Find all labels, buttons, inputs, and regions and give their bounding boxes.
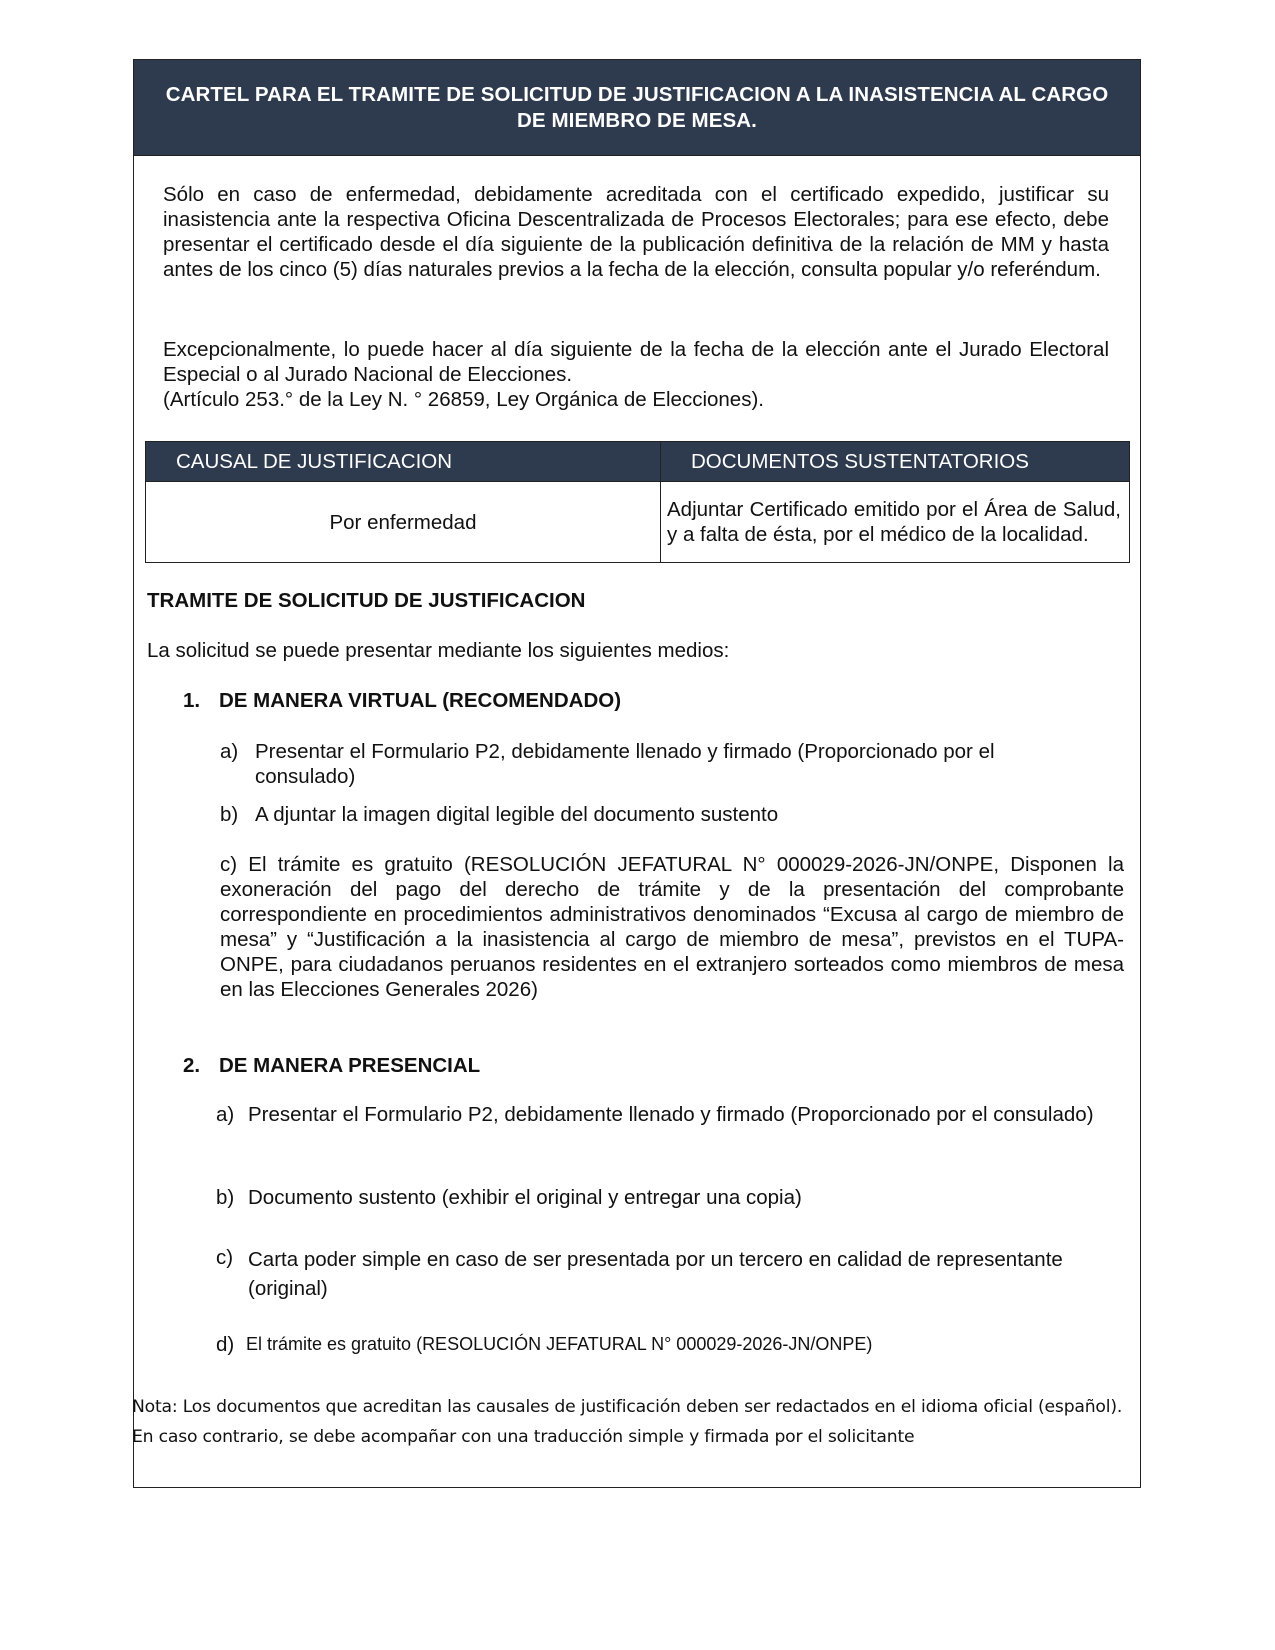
item-label: c) <box>216 1246 234 1269</box>
item-label: a) <box>216 1103 235 1126</box>
procedure-title: TRAMITE DE SOLICITUD DE JUSTIFICACION <box>147 589 586 612</box>
item-text: A djuntar la imagen digital legible del documento sustento <box>255 803 779 826</box>
item-text: Presentar el Formulario P2, debidamente llenado y firmado (Proporcionado por el consulado) <box>255 740 995 788</box>
table-row <box>146 482 1130 563</box>
list-item <box>216 1245 1106 1303</box>
causal-cell: Por enfermedad <box>146 482 661 563</box>
item-label: d) <box>216 1333 235 1356</box>
column-header-causal: CAUSAL DE JUSTIFICACION <box>146 442 661 482</box>
list-item <box>220 802 1100 827</box>
intro-paragraph: Sólo en caso de enfermedad, debidamente acreditada con el certificado expedido, justificar su inasistencia ante la respectiva Oficina Descentralizada de Procesos Electorales; para ese efecto, debe presentar el certificado desde el día siguiente de la publicación definitiva de la relación de MM y hasta antes de los cinco (5) días naturales previos a la fecha de la elección, consulta popular y/o referéndum. <box>163 183 1109 281</box>
list-item <box>220 739 1100 789</box>
item-text: Carta poder simple en caso de ser presentada por un tercero en calidad de representante (original) <box>248 1248 1063 1300</box>
column-header-documents: DOCUMENTOS SUSTENTATORIOS <box>661 442 1130 482</box>
law-reference: (Artículo 253.° de la Ley N. ° 26859, Ley Orgánica de Elecciones). <box>163 388 764 411</box>
justification-table <box>145 441 1130 563</box>
item-text: c) El trámite es gratuito (RESOLUCIÓN JEFATURAL N° 000029-2026-JN/ONPE, Disponen la exoneración del pago del derecho de trámite y de la presentación del comprobante correspondiente en procedimientos administrativos denominados “Excusa al cargo de miembro de mesa” y “Justificación a la inasistencia al cargo de miembro de mesa”, previstos en el TUPA-ONPE, para ciudadanos peruanos residentes en el extranjero sorteados como miembros de mesa en las Elecciones Generales 2026) <box>220 853 1124 1001</box>
item-text: Documento sustento (exhibir el original y entregar una copia) <box>248 1186 802 1209</box>
step-number: 2. <box>183 1054 201 1077</box>
exception-block <box>163 337 1109 412</box>
table-header-row <box>146 442 1130 482</box>
footnote: Nota: Los documentos que acreditan las causales de justificación deben ser redactados en el idioma oficial (español). En caso contrario, se debe acompañar con una traducción simple y firmada por el solicitante <box>132 1397 1123 1447</box>
poster-frame <box>133 59 1141 1488</box>
step-virtual <box>183 689 621 713</box>
item-text: Presentar el Formulario P2, debidamente llenado y firmado (Proporcionado por el consulado) <box>248 1103 1094 1126</box>
list-item <box>216 1332 1116 1357</box>
poster-title: CARTEL PARA EL TRAMITE DE SOLICITUD DE JUSTIFICACION A LA INASISTENCIA AL CARGO DE MIEMBRO DE MESA. <box>165 82 1109 132</box>
exception-paragraph: Excepcionalmente, lo puede hacer al día siguiente de la fecha de la elección ante el Jurado Electoral Especial o al Jurado Nacional de Elecciones. <box>163 338 1109 386</box>
procedure-intro: La solicitud se puede presentar mediante los siguientes medios: <box>147 639 730 662</box>
list-item <box>216 1185 1106 1210</box>
item-label: b) <box>220 803 239 826</box>
item-label: a) <box>220 740 239 763</box>
item-text: El trámite es gratuito (RESOLUCIÓN JEFATURAL N° 000029-2026-JN/ONPE) <box>246 1334 873 1354</box>
step-presencial <box>183 1054 480 1078</box>
list-item <box>220 852 1124 1002</box>
item-label: b) <box>216 1186 235 1209</box>
poster-header <box>134 60 1140 156</box>
step-title: DE MANERA VIRTUAL (RECOMENDADO) <box>219 689 622 712</box>
step-title: DE MANERA PRESENCIAL <box>219 1054 481 1077</box>
documents-cell: Adjuntar Certificado emitido por el Área de Salud, y a falta de ésta, por el médico de la localidad. <box>661 482 1130 563</box>
list-item <box>216 1102 1106 1127</box>
step-number: 1. <box>183 689 201 712</box>
